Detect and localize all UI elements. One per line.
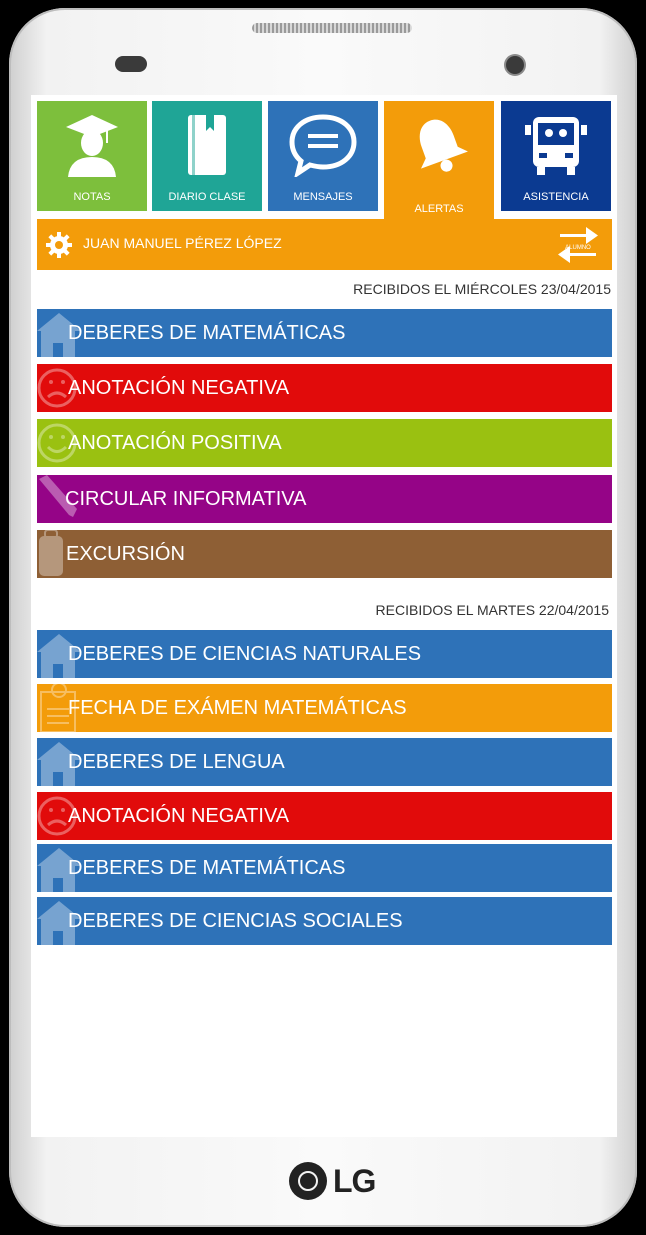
tab-diario-clase[interactable] xyxy=(152,101,262,211)
tab-label: ALERTAS xyxy=(414,203,464,215)
school-bus-icon xyxy=(523,113,589,177)
alert-title: CIRCULAR INFORMATIVA xyxy=(65,488,307,510)
alert-item[interactable] xyxy=(37,364,612,412)
alert-item[interactable] xyxy=(37,419,612,467)
alert-item[interactable] xyxy=(37,792,612,840)
group-header: RECIBIDOS EL MIÉRCOLES 23/04/2015 xyxy=(353,281,611,297)
bell-icon xyxy=(406,113,472,177)
student-selector-bar[interactable] xyxy=(37,219,612,270)
alert-item[interactable] xyxy=(37,897,612,945)
tab-label: DIARIO CLASE xyxy=(168,191,246,203)
alert-item[interactable] xyxy=(37,738,612,786)
alert-item[interactable] xyxy=(37,530,612,578)
student-name: JUAN MANUEL PÉREZ LÓPEZ xyxy=(83,235,282,251)
tab-alertas[interactable] xyxy=(384,101,494,223)
alert-title: DEBERES DE MATEMÁTICAS xyxy=(68,857,346,879)
alert-item[interactable] xyxy=(37,630,612,678)
brand-logo xyxy=(289,1162,375,1200)
alert-title: ANOTACIÓN NEGATIVA xyxy=(68,377,290,399)
alert-item[interactable] xyxy=(37,475,612,523)
alert-title: DEBERES DE CIENCIAS SOCIALES xyxy=(68,910,403,932)
app-screen xyxy=(31,95,617,1137)
speaker-grille xyxy=(252,23,412,33)
tab-label: NOTAS xyxy=(73,191,111,203)
alert-title: EXCURSIÓN xyxy=(66,543,185,565)
tab-notas[interactable] xyxy=(37,101,147,211)
switch-student-icon[interactable] xyxy=(556,225,600,265)
alert-title: ANOTACIÓN NEGATIVA xyxy=(68,805,290,827)
alert-title: ANOTACIÓN POSITIVA xyxy=(68,432,282,454)
lg-logo-icon xyxy=(289,1162,327,1200)
brand-name: LG xyxy=(333,1162,376,1199)
alert-item[interactable] xyxy=(37,684,612,732)
tab-label: MENSAJES xyxy=(293,191,353,203)
proximity-sensor xyxy=(115,56,147,72)
book-icon xyxy=(182,113,232,177)
tab-label: ASISTENCIA xyxy=(523,191,589,203)
chat-bubble-icon xyxy=(288,113,358,177)
switch-label: ALUMNO xyxy=(565,245,591,251)
alert-item[interactable] xyxy=(37,309,612,357)
alert-title: DEBERES DE CIENCIAS NATURALES xyxy=(68,643,422,665)
front-camera xyxy=(506,56,524,74)
alert-title: DEBERES DE MATEMÁTICAS xyxy=(68,322,346,344)
student-icon xyxy=(62,113,122,177)
tab-bar xyxy=(37,101,612,216)
group-header: RECIBIDOS EL MARTES 22/04/2015 xyxy=(375,602,609,618)
alert-item[interactable] xyxy=(37,844,612,892)
tab-mensajes[interactable] xyxy=(268,101,378,211)
tab-asistencia[interactable] xyxy=(501,101,611,211)
alert-title: DEBERES DE LENGUA xyxy=(68,751,285,773)
alert-title: FECHA DE EXÁMEN MATEMÁTICAS xyxy=(68,697,407,719)
gear-icon[interactable] xyxy=(45,231,73,259)
